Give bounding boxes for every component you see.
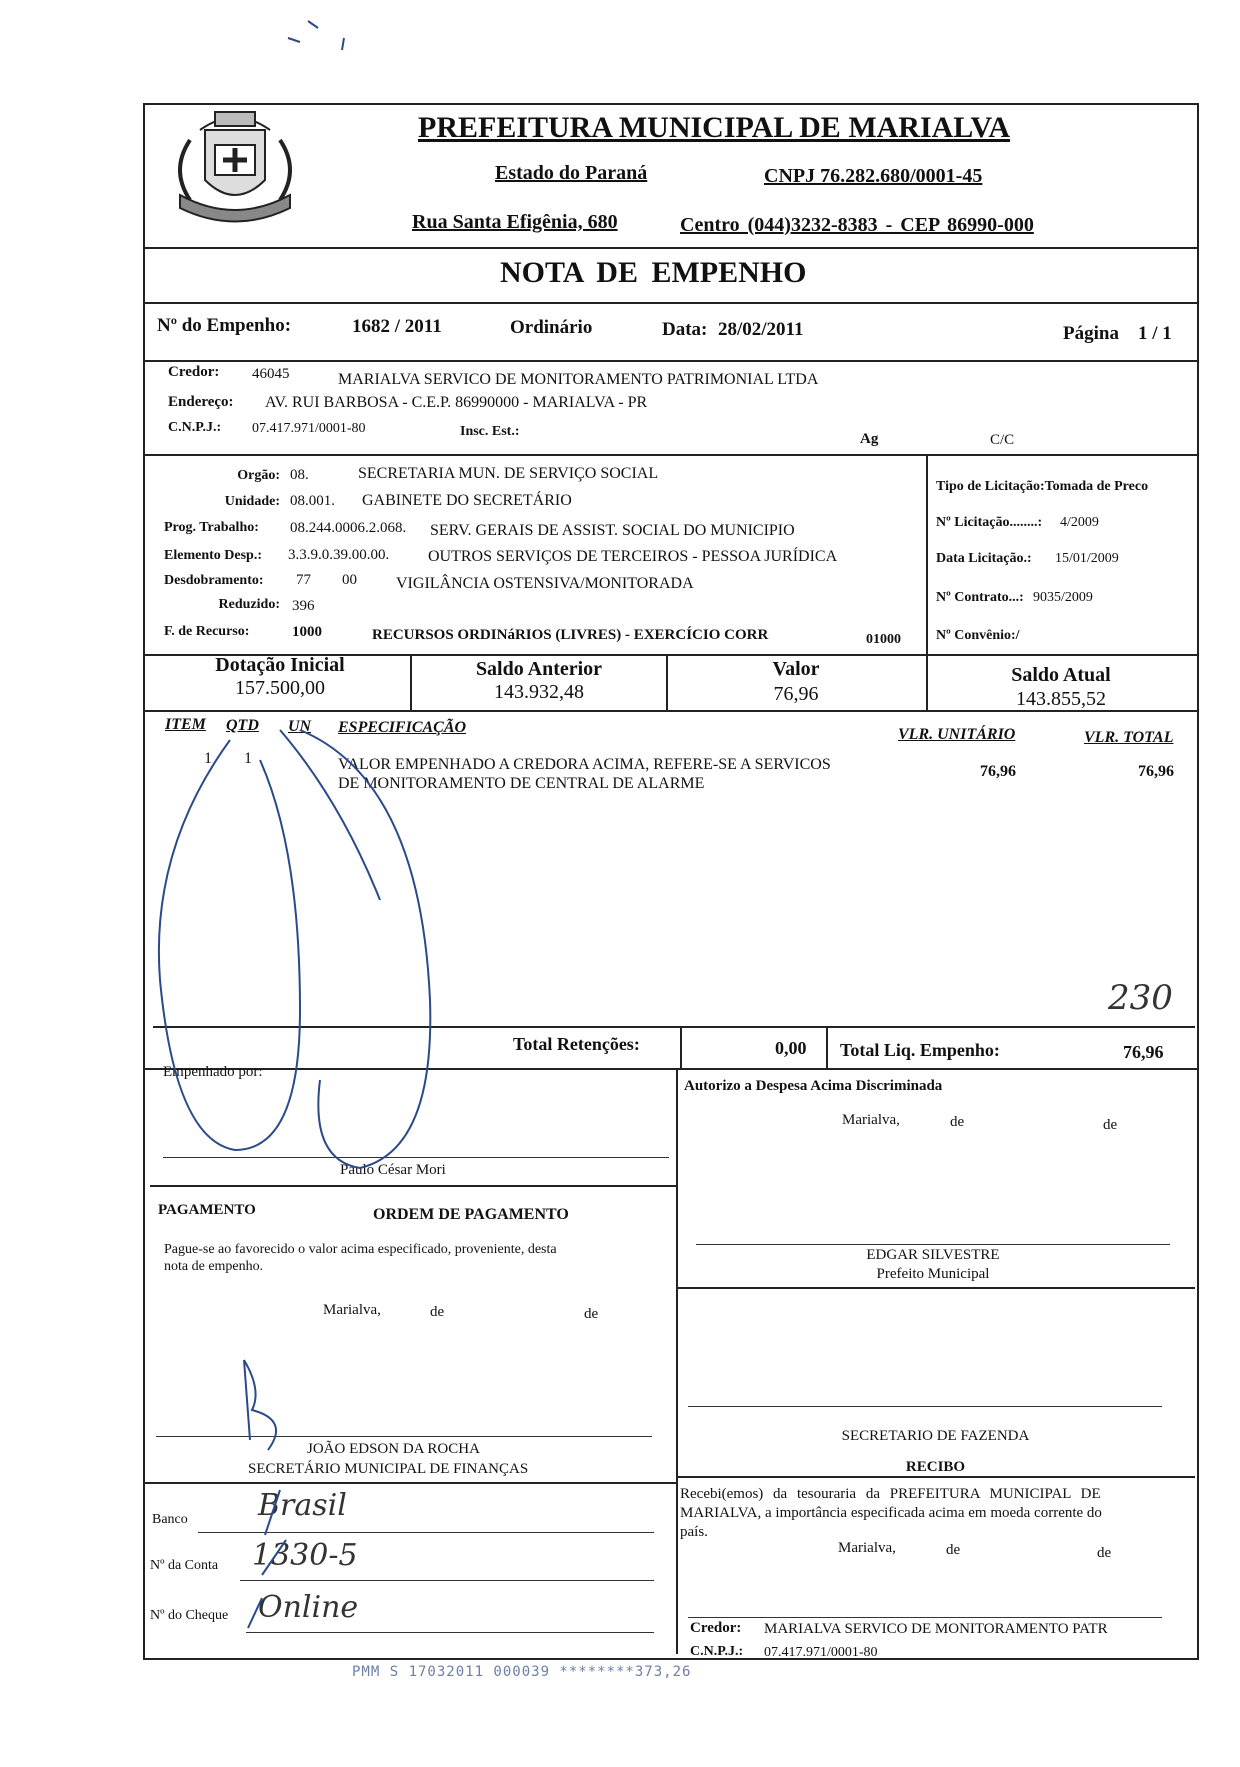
unidade-name: GABINETE DO SECRETÁRIO (362, 492, 572, 509)
retencoes-label: Total Retenções: (513, 1034, 640, 1054)
page-number: 1 / 1 (1138, 323, 1172, 344)
desdobramento-a: 77 (296, 572, 311, 588)
recibo-text-2: MARIALVA, a importância especificada acima em moeda corrente do (680, 1505, 1102, 1521)
prog-name: SERV. GERAIS DE ASSIST. SOCIAL DO MUNICIPIO (430, 522, 795, 539)
banco-value: Brasil (258, 1488, 347, 1523)
valor-label: Valor (772, 658, 820, 680)
empenho-number-label: Nº do Empenho: (157, 315, 292, 336)
autorizo-city: Marialva, (842, 1112, 900, 1128)
mayor-title: Prefeito Municipal (876, 1266, 990, 1282)
orgao-name: SECRETARIA MUN. DE SERVIÇO SOCIAL (358, 465, 659, 482)
autorizo-de2: de (1103, 1117, 1118, 1133)
recibo-de2: de (1097, 1545, 1112, 1561)
page-number-label: Página (1063, 323, 1119, 344)
empenho-date: 28/02/2011 (718, 319, 804, 340)
saldo-atual-label: Saldo Atual (1011, 664, 1111, 686)
cc-label: C/C (990, 432, 1015, 448)
payment-stamp: PMM S 17032011 000039 ********373,26 (352, 1664, 692, 1680)
col-item: ITEM (165, 716, 206, 733)
elemento-code: 3.3.9.0.39.00.00. (288, 547, 390, 563)
recibo-credor-label: Credor: (690, 1620, 742, 1636)
orgao-code: 08. (290, 467, 309, 483)
pagamento-de2: de (584, 1306, 599, 1322)
total-liquido-value: 76,96 (1123, 1042, 1164, 1062)
recibo-de1: de (946, 1542, 961, 1558)
unidade-code: 08.001. (290, 493, 335, 509)
handwritten-note: 230 (1108, 978, 1173, 1018)
col-vlr-unitario: VLR. UNITÁRIO (898, 726, 1016, 743)
secretario-fazenda: SECRETARIO DE FAZENDA (841, 1428, 1030, 1444)
orgao-label: Orgão: (237, 468, 280, 483)
contrato-number: 9035/2009 (1033, 590, 1093, 605)
document-title: NOTA DE EMPENHO (500, 256, 807, 289)
prog-code: 08.244.0006.2.068. (290, 520, 407, 536)
financas-title: SECRETÁRIO MUNICIPAL DE FINANÇAS (248, 1461, 529, 1477)
banco-label: Banco (152, 1512, 188, 1527)
pagamento-de1: de (430, 1304, 445, 1320)
autorizo-label: Autorizo a Despesa Acima Discriminada (684, 1078, 943, 1094)
address-rest: Centro (044)3232-8383 - CEP 86990-000 (680, 214, 1034, 236)
total-liquido-label: Total Liq. Empenho: (840, 1040, 1000, 1060)
ag-label: Ag (860, 431, 879, 447)
recibo-cnpj-label: C.N.P.J.: (690, 1644, 744, 1659)
cnpj-label: C.N.P.J.: (168, 420, 222, 435)
item-total-value: 76,96 (1138, 763, 1174, 780)
state-name: Estado do Paraná (495, 162, 648, 184)
dotacao-label: Dotação Inicial (215, 654, 345, 676)
saldo-atual-value: 143.855,52 (1016, 688, 1106, 710)
prog-label: Prog. Trabalho: (164, 520, 259, 535)
desdobramento-label: Desdobramento: (164, 573, 264, 588)
empenho-number: 1682 / 2011 (352, 316, 442, 337)
recibo-credor-name: MARIALVA SERVICO DE MONITORAMENTO PATR (764, 1621, 1108, 1637)
endereco-label: Endereço: (168, 394, 234, 410)
numero-licitacao: 4/2009 (1060, 515, 1099, 530)
recurso-label: F. de Recurso: (164, 624, 250, 639)
recibo-title: RECIBO (905, 1459, 966, 1475)
credor-code: 46045 (252, 366, 290, 382)
item-qtd: 1 (244, 750, 252, 767)
credor-name: MARIALVA SERVICO DE MONITORAMENTO PATRIMONIAL LTDA (338, 371, 819, 388)
item-description-line2: DE MONITORAMENTO DE CENTRAL DE ALARME (338, 775, 705, 792)
empenhado-label: Empenhado por: (163, 1064, 263, 1080)
col-qtd: QTD (226, 717, 259, 734)
data-licitacao-label: Data Licitação.: (936, 551, 1032, 566)
col-vlr-total: VLR. TOTAL (1084, 729, 1174, 746)
convenio: Nº Convênio:/ (936, 628, 1020, 643)
recurso-name: RECURSOS ORDINáRIOS (LIVRES) - EXERCÍCIO CORR (372, 627, 769, 643)
cheque-label: Nº do Cheque (150, 1608, 229, 1623)
recurso-extra: 01000 (866, 632, 901, 647)
conta-value: 1330-5 (252, 1538, 358, 1573)
desdobramento-b: 00 (342, 572, 357, 588)
retencoes-value: 0,00 (775, 1038, 807, 1058)
recibo-text-3: país. (680, 1524, 708, 1540)
elemento-label: Elemento Desp.: (164, 548, 262, 563)
saldo-anterior-value: 143.932,48 (494, 681, 584, 703)
recurso-code: 1000 (292, 624, 322, 640)
empenho-type: Ordinário (510, 317, 593, 338)
reduzido-value: 396 (292, 598, 315, 614)
credor-cnpj: 07.417.971/0001-80 (252, 421, 366, 436)
recibo-cnpj: 07.417.971/0001-80 (764, 1645, 878, 1660)
autorizo-de1: de (950, 1114, 965, 1130)
coat-of-arms-icon (160, 100, 310, 228)
financas-name: JOÃO EDSON DA ROCHA (307, 1441, 480, 1457)
empenhado-name: Paulo César Mori (340, 1162, 446, 1178)
pagamento-text-2: nota de empenho. (164, 1259, 264, 1274)
recibo-city: Marialva, (838, 1540, 896, 1556)
cheque-value: Online (258, 1590, 359, 1625)
recibo-text-1: Recebi(emos) da tesouraria da PREFEITURA MUNICIPAL DE (680, 1486, 1101, 1502)
credor-label: Credor: (168, 364, 220, 380)
tipo-licitacao: Tipo de Licitação:Tomada de Preco (936, 479, 1149, 494)
credor-address: AV. RUI BARBOSA - C.E.P. 86990000 - MARIALVA - PR (265, 394, 648, 411)
unidade-label: Unidade: (224, 494, 280, 509)
pagamento-text-1: Pague-se ao favorecido o valor acima especificado, proveniente, desta (164, 1242, 557, 1257)
empenho-date-label: Data: (662, 319, 708, 340)
saldo-anterior-label: Saldo Anterior (475, 658, 603, 680)
item-number: 1 (204, 750, 212, 767)
item-unit-value: 76,96 (980, 763, 1016, 780)
header-cnpj: CNPJ 76.282.680/0001-45 (764, 165, 983, 187)
contrato-label: Nº Contrato...: (936, 590, 1024, 605)
mayor-name: EDGAR SILVESTRE (866, 1247, 1000, 1263)
conta-label: Nº da Conta (150, 1558, 219, 1573)
pagamento-label: PAGAMENTO (158, 1202, 256, 1218)
numero-licitacao-label: Nº Licitação........: (936, 515, 1043, 530)
dotacao-value: 157.500,00 (235, 677, 325, 699)
data-licitacao: 15/01/2009 (1055, 551, 1119, 566)
elemento-name: OUTROS SERVIÇOS DE TERCEIROS - PESSOA JURÍDICA (428, 548, 838, 565)
col-especificacao: ESPECIFICAÇÃO (338, 719, 467, 736)
reduzido-label: Reduzido: (218, 597, 280, 612)
item-description-line1: VALOR EMPENHADO A CREDORA ACIMA, REFERE-SE A SERVICOS (338, 756, 831, 773)
pagamento-city: Marialva, (323, 1302, 381, 1318)
desdobramento-name: VIGILÂNCIA OSTENSIVA/MONITORADA (396, 575, 694, 592)
address-street: Rua Santa Efigênia, 680 (412, 211, 618, 233)
ordem-pagamento: ORDEM DE PAGAMENTO (373, 1206, 569, 1223)
col-un: UN (288, 718, 312, 735)
valor-value: 76,96 (773, 683, 819, 705)
page-title: PREFEITURA MUNICIPAL DE MARIALVA (418, 111, 1011, 144)
insc-label: Insc. Est.: (460, 424, 520, 439)
